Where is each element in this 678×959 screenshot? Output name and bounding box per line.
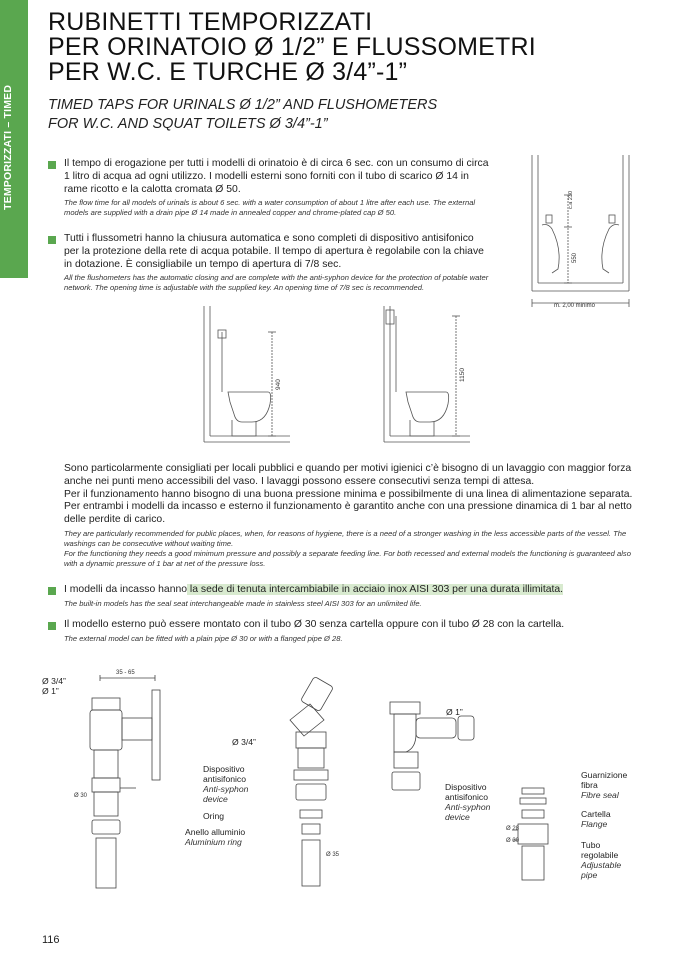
paragraph-en: The external model can be fitted with a plain pipe Ø 30 or with a flanged pipe Ø 28.	[64, 633, 343, 643]
paragraph-flushometers	[64, 233, 490, 293]
label-d34-a: Ø 3/4”	[42, 676, 66, 686]
paragraph-en: All the flushometers has the automatic closing and are complete with the anti-syphon device for the protection of potable water network. The opening time is adjustable with the supplied key. An opening time of 7/8 sec is recommended.	[64, 273, 489, 293]
title-line-1: RUBINETTI TEMPORIZZATI	[48, 8, 373, 36]
subtitle-line-2: FOR W.C. AND SQUAT TOILETS Ø 3/4”-1”	[48, 116, 328, 132]
title-line-3: PER W.C. E TURCHE Ø 3/4”-1”	[48, 58, 408, 86]
label-antisyphon-it-2: antisifonico	[203, 774, 246, 784]
bullet-icon	[48, 587, 56, 595]
label-d30-small-2: Ø 30	[506, 838, 520, 844]
label-flange-it: Cartella	[581, 809, 611, 819]
parts-exploded-diagram	[70, 660, 650, 900]
bullet-icon	[48, 236, 56, 244]
label-ring-it: Anello alluminio	[185, 827, 246, 837]
paragraph-en: The built-in models has the seal seat interchangeable made in stainless steel AISI 303 for an unlimited life.	[64, 598, 422, 608]
label-d28-small: Ø 28	[506, 826, 520, 832]
label-d30-small: Ø 30	[74, 793, 88, 799]
label-pipe-en: Adjustable	[581, 860, 622, 870]
label-d34-b: Ø 3/4”	[232, 737, 256, 747]
paragraph-it-part-a: I modelli da incasso hanno	[64, 584, 188, 595]
page-subtitle	[48, 96, 437, 134]
wc-installation-diagram	[200, 302, 500, 450]
paragraph-it: Il tempo di erogazione per tutti i modelli di orinatoio è di circa 6 sec. con un consumo di circa 1 litro di acqua ad ogni utilizzo. I modelli esterni sono forniti con il tubo di scarico Ø 14 in rame ricotto e la calotta cromata Ø 50.	[64, 158, 489, 195]
paragraph-urinal-flow	[64, 158, 490, 218]
label-antisyphon2-it: Dispositivo	[445, 782, 487, 792]
bullet-icon	[48, 622, 56, 630]
paragraph-seal-seat	[64, 584, 654, 609]
paragraph-en-2: For the functioning they needs a good minimum pressure and possibly a separate feeding line. For both recessed and external models the functioning is guaranteed also with a dynamic pressure of 1 bar at net of the pressure loss.	[64, 548, 631, 568]
label-pipe-it-2: regolabile	[581, 850, 619, 860]
label-antisyphon-en-2: device	[203, 794, 228, 804]
paragraph-it: Tutti i flussometri hanno la chiusura automatica e sono completi di dispositivo antisifonico per la protezione della rete di acqua potabile. Il tempo di apertura è regolabile con la chiave in dotazione. È consigliabile un tempo di apertura di 7/8 sec.	[64, 233, 484, 270]
label-antisyphon-en: Anti-syphon	[203, 784, 249, 794]
highlighted-text: la sede di tenuta intercambiabile in acciaio inox AISI 303 per una durata illimitata.	[187, 584, 564, 595]
dim-bottom-label: m. 2,00 minimo	[554, 303, 596, 309]
side-tab-label: TEMPORIZZATI – TIMED	[2, 84, 14, 210]
label-d35-small: Ø 35	[326, 852, 340, 858]
label-flange-en: Flange	[581, 819, 608, 829]
label-seal-it-2: fibra	[581, 780, 598, 790]
label-antisyphon-it: Dispositivo	[203, 764, 245, 774]
paragraph-en-1: They are particularly recommended for public places, when, for reasons of hygiene, there is a need of a stronger washing in the less accessible parts of the vessel. The washings can be consecutive without waiting time.	[64, 528, 627, 548]
label-seal-it: Guarnizione	[581, 770, 628, 780]
paragraph-it: Il modello esterno può essere montato con il tubo Ø 30 senza cartella oppure con il tubo Ø 28 con la cartella.	[64, 619, 565, 630]
dim-940-label: 940	[275, 379, 282, 390]
dim-mid-label: 550	[572, 252, 578, 263]
label-d1-a: Ø 1”	[42, 686, 59, 696]
label-pipe-en-2: pipe	[581, 870, 598, 880]
urinal-installation-diagram	[528, 155, 648, 325]
dim-1150-label: 1150	[459, 368, 466, 382]
dim-top-label: c.a 230	[568, 190, 574, 209]
label-oring: Oring	[203, 811, 225, 821]
label-seal-en: Fibre seal	[581, 790, 619, 800]
page-title	[48, 10, 536, 85]
label-d1-b: Ø 1”	[446, 707, 463, 717]
label-dim-35-65: 35 - 65	[116, 670, 135, 676]
label-pipe-it: Tubo	[581, 840, 601, 850]
paragraph-external-model	[64, 619, 654, 644]
paragraph-it	[64, 584, 654, 597]
section-side-tab	[0, 0, 28, 278]
paragraph-en: The flow time for all models of urinals is about 6 sec. with a water consumption of about 1 litre after each use. The external models are supplied with a drain pipe Ø 14 made in annealed copper and chrome-plated cap Ø 50.	[64, 198, 476, 218]
label-antisyphon2-it-2: antisifonico	[445, 792, 488, 802]
page-number: 116	[42, 934, 60, 946]
label-ring-en: Aluminium ring	[185, 837, 242, 847]
paragraph-recommendations	[64, 463, 638, 569]
subtitle-line-1: TIMED TAPS FOR URINALS Ø 1/2” AND FLUSHOMETERS	[48, 97, 438, 113]
paragraph-it-2: Per il funzionamento hanno bisogno di una buona pressione minima e possibilmente di una linea di alimentazione separata. Per entrambi i modelli da incasso e esterno il funzionamento è garantito anche con una pressione dinamica di 1 bar al netto delle perdite di carico.	[64, 488, 633, 526]
label-antisyphon2-en-2: device	[445, 812, 470, 822]
paragraph-it-1: Sono particolarmente consigliati per locali pubblici e quando per motivi igienici c’è bisogno di un lavaggio con maggior forza anche nei punti meno accessibili del vaso. I lavaggi possono essere consecutivi senza tempi di attesa.	[64, 463, 632, 487]
title-line-2: PER ORINATOIO Ø 1/2” E FLUSSOMETRI	[48, 33, 536, 61]
label-antisyphon2-en: Anti-syphon	[445, 802, 491, 812]
bullet-icon	[48, 161, 56, 169]
